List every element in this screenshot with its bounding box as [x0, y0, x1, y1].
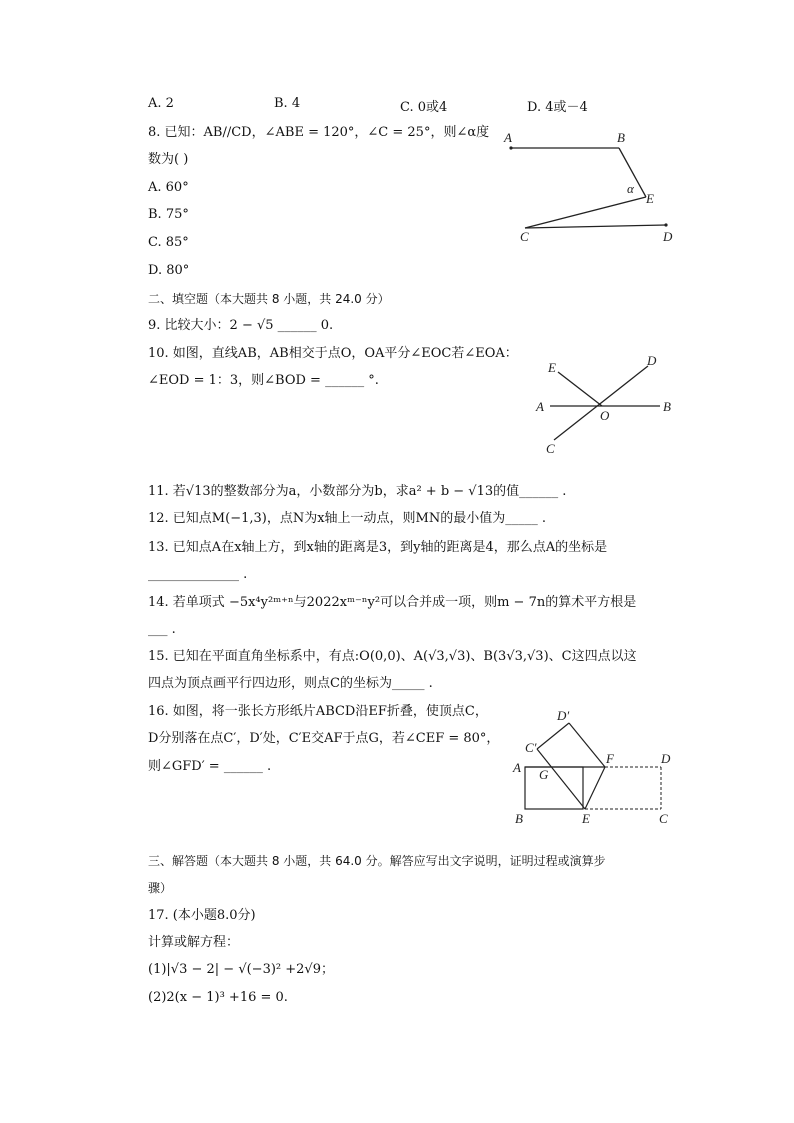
q8-figure — [500, 125, 690, 250]
q16-label-e: E — [582, 811, 590, 826]
q16-figure — [505, 705, 690, 830]
q11-text: 11. 若√13的整数部分为a，小数部分为b，求a² + b − √13的值______ . — [148, 484, 567, 499]
q10-line-eo — [558, 372, 602, 406]
q16-label-f: F — [606, 751, 614, 766]
q8-option-a: A. 60° — [148, 180, 189, 195]
q10-label-o: O — [600, 408, 610, 423]
q8-label-d: D — [663, 229, 673, 244]
q14-line2: ___ . — [148, 622, 176, 637]
q16-line-cpdp — [537, 723, 569, 749]
q8-point-a — [509, 146, 512, 149]
q8-option-c: C. 85° — [148, 235, 189, 250]
section3-heading-line2: 骤） — [148, 881, 173, 895]
q8-point-d — [664, 223, 667, 226]
q15-line2: 四点为顶点画平行四边形，则点C的坐标为_____ . — [148, 676, 433, 691]
section3-heading-line1: 三、解答题（本大题共 8 小题，共 64.0 分。解答应写出文字说明，证明过程或演算步 — [148, 854, 606, 868]
q16-label-b: B — [515, 811, 523, 826]
q7-option-c: C. 0或4 — [400, 100, 448, 115]
q16-line-ef — [585, 767, 605, 809]
q13-line1: 13. 已知点A在x轴上方，到x轴的距离是3，到y轴的距离是4，那么点A的坐标是 — [148, 540, 608, 555]
q9-text: 9. 比较大小：2 − √5 ______ 0. — [148, 318, 334, 333]
q16-line1: 16. 如图，将一张长方形纸片ABCD沿EF折叠，使顶点C， — [148, 704, 488, 719]
q8-label-alpha: α — [627, 181, 634, 196]
q10-label-a: A — [536, 399, 544, 414]
q10-label-b: B — [663, 399, 671, 414]
q16-line2: D分别落在点C′，D′处，C′E交AF于点G，若∠CEF = 80°， — [148, 731, 500, 746]
q10-line2: ∠EOD = 1：3，则∠BOD = ______ °. — [148, 373, 379, 388]
q8-label-e: E — [646, 191, 654, 206]
q12-text: 12. 已知点M(−1,3)，点N为x轴上一动点，则MN的最小值为_____ . — [148, 511, 546, 526]
q17-part1: (1)|√3 − 2| − √(−3)² +2√9； — [148, 962, 334, 977]
q8-label-a: A — [504, 130, 512, 145]
q13-line2: ______________ . — [148, 567, 248, 582]
q16-label-c: C — [659, 811, 668, 826]
q17-title: 17. (本小题8.0分) — [148, 908, 256, 923]
q16-label-d: D — [661, 751, 671, 766]
q8-line-cd — [525, 225, 666, 228]
q16-label-cprime: C′ — [525, 740, 537, 755]
q10-label-c: C — [546, 441, 555, 456]
q16-label-g: G — [539, 767, 549, 782]
q14-line1: 14. 若单项式 −5x⁴y²ᵐ⁺ⁿ与2022xᵐ⁻ⁿy²可以合并成一项，则m − 7n的算术平方根是 — [148, 595, 637, 610]
q10-label-d: D — [647, 353, 657, 368]
q7-option-a: A. 2 — [148, 96, 174, 111]
q15-line1: 15. 已知在平面直角坐标系中，有点:O(0,0)、A(√3,√3)、B(3√3,√3)、C这四点以这 — [148, 649, 637, 664]
q8-label-b: B — [617, 130, 625, 145]
q16-label-a: A — [513, 760, 521, 775]
q16-line-dpf — [569, 723, 605, 767]
q16-rect-left — [525, 767, 583, 809]
q10-figure — [530, 350, 690, 460]
section2-heading: 二、填空题（本大题共 8 小题，共 24.0 分） — [148, 292, 390, 306]
q10-line-cd — [554, 366, 648, 440]
q8-option-d: D. 80° — [148, 263, 190, 278]
q10-line1: 10. 如图，直线AB，AB相交于点O，OA平分∠EOC若∠EOA： — [148, 346, 518, 361]
q7-option-b: B. 4 — [274, 96, 301, 111]
q10-label-e: E — [548, 360, 556, 375]
q8-stem-line2: 数为( ) — [148, 152, 189, 167]
q17-intro: 计算或解方程： — [148, 935, 240, 950]
q8-option-b: B. 75° — [148, 207, 189, 222]
q16-line3: 则∠GFD′ = ______ . — [148, 759, 272, 774]
q7-option-d: D. 4或－4 — [527, 100, 588, 115]
q8-line-ec — [525, 197, 646, 228]
q8-stem-line1: 8. 已知：AB//CD，∠ABE = 120°，∠C = 25°，则∠α度 — [148, 125, 490, 140]
q17-part2: (2)2(x − 1)³ +16 = 0. — [148, 990, 288, 1005]
q16-label-dprime: D′ — [557, 708, 570, 723]
q8-label-c: C — [520, 229, 529, 244]
